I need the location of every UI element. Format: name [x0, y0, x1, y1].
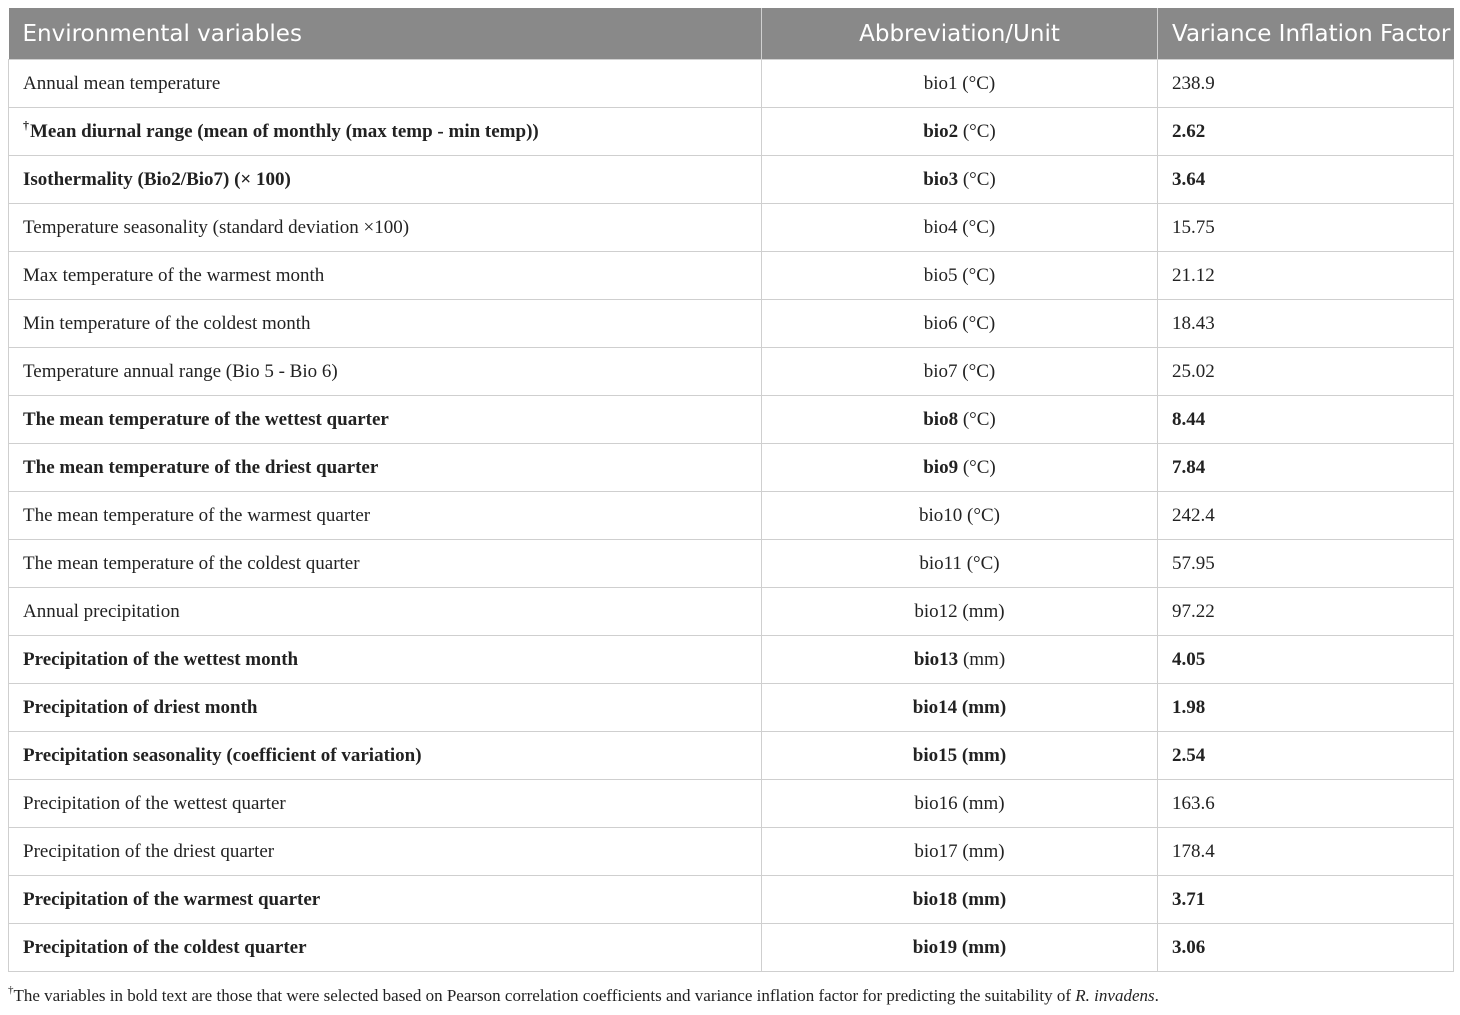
abbreviation-code: bio14	[912, 696, 958, 718]
abbreviation-code: bio9	[923, 456, 959, 478]
abbreviation-unit: (°C)	[966, 552, 1000, 574]
cell-variable	[9, 60, 762, 108]
variable-name: Isothermality (Bio2/Bio7) (× 100)	[23, 168, 291, 190]
table-footnote	[8, 986, 1159, 1006]
header-environmental-variables: Environmental variables	[9, 8, 762, 60]
table-row	[9, 684, 1454, 732]
abbreviation-code: bio1	[923, 72, 958, 94]
table-row	[9, 780, 1454, 828]
header-variance-inflation-factor: Variance Inflation Factor	[1158, 8, 1454, 60]
abbreviation-code: bio5	[923, 264, 958, 286]
table-row	[9, 636, 1454, 684]
abbreviation-code: bio8	[923, 408, 959, 430]
variable-name: Precipitation of the wettest month	[23, 648, 299, 670]
cell-vif: 2.54	[1158, 732, 1454, 780]
cell-abbreviation	[762, 588, 1158, 636]
cell-vif: 97.22	[1158, 588, 1454, 636]
cell-vif: 3.64	[1158, 156, 1454, 204]
abbreviation-code: bio6	[923, 312, 958, 334]
abbreviation-unit: (°C)	[962, 408, 996, 430]
table-row	[9, 204, 1454, 252]
footnote-end: .	[1154, 986, 1159, 1005]
table-row	[9, 444, 1454, 492]
table-row	[9, 156, 1454, 204]
cell-variable	[9, 780, 762, 828]
abbreviation-code: bio3	[923, 168, 959, 190]
table-row	[9, 108, 1454, 156]
cell-variable	[9, 396, 762, 444]
cell-abbreviation	[762, 924, 1158, 972]
cell-vif: 18.43	[1158, 300, 1454, 348]
cell-variable	[9, 252, 762, 300]
footnote-text: The variables in bold text are those that were selected based on Pearson correlation coefficients and variance inflation factor for predicting the suitability of	[13, 986, 1076, 1005]
table-row	[9, 300, 1454, 348]
cell-variable	[9, 204, 762, 252]
table-row	[9, 396, 1454, 444]
table-body	[9, 60, 1454, 972]
table-row	[9, 540, 1454, 588]
cell-abbreviation	[762, 684, 1158, 732]
table-row	[9, 828, 1454, 876]
cell-variable	[9, 828, 762, 876]
abbreviation-code: bio4	[923, 216, 958, 238]
variable-name: Precipitation seasonality (coefficient of variation)	[23, 744, 422, 766]
abbreviation-unit: (mm)	[961, 888, 1007, 910]
abbreviation-unit: (°C)	[962, 216, 996, 238]
abbreviation-code: bio17	[914, 840, 958, 862]
abbreviation-code: bio19	[912, 936, 958, 958]
abbreviation-code: bio2	[923, 120, 959, 142]
cell-variable	[9, 636, 762, 684]
cell-abbreviation	[762, 300, 1158, 348]
abbreviation-unit: (°C)	[962, 456, 996, 478]
table-row	[9, 492, 1454, 540]
cell-vif: 7.84	[1158, 444, 1454, 492]
variable-name: Mean diurnal range (mean of monthly (max temp - min temp))	[30, 120, 539, 142]
abbreviation-code: bio12	[914, 600, 958, 622]
cell-variable	[9, 876, 762, 924]
table-row	[9, 732, 1454, 780]
cell-variable	[9, 444, 762, 492]
cell-abbreviation	[762, 252, 1158, 300]
footnote-species: R. invadens	[1075, 986, 1155, 1005]
cell-variable	[9, 108, 762, 156]
variable-name: The mean temperature of the driest quarter	[23, 456, 379, 478]
cell-vif: 15.75	[1158, 204, 1454, 252]
cell-abbreviation	[762, 108, 1158, 156]
variable-name: Precipitation of driest month	[23, 696, 258, 718]
table-row	[9, 588, 1454, 636]
variable-name: The mean temperature of the warmest quarter	[23, 504, 371, 526]
abbreviation-unit: (mm)	[961, 744, 1007, 766]
abbreviation-unit: (mm)	[962, 600, 1005, 622]
cell-variable	[9, 300, 762, 348]
abbreviation-unit: (°C)	[962, 72, 996, 94]
variable-name: Min temperature of the coldest month	[23, 312, 311, 334]
cell-abbreviation	[762, 156, 1158, 204]
abbreviation-unit: (mm)	[961, 936, 1007, 958]
cell-vif: 242.4	[1158, 492, 1454, 540]
table-header-row	[9, 8, 1454, 60]
cell-variable	[9, 588, 762, 636]
table-row	[9, 348, 1454, 396]
abbreviation-unit: (mm)	[962, 840, 1005, 862]
variable-name: The mean temperature of the coldest quarter	[23, 552, 360, 574]
cell-variable	[9, 492, 762, 540]
cell-vif: 21.12	[1158, 252, 1454, 300]
abbreviation-unit: (°C)	[962, 360, 996, 382]
cell-abbreviation	[762, 780, 1158, 828]
abbreviation-code: bio7	[923, 360, 958, 382]
abbreviation-code: bio11	[919, 552, 962, 574]
variable-name: Annual mean temperature	[23, 72, 221, 94]
cell-abbreviation	[762, 204, 1158, 252]
dagger-marker: †	[23, 117, 29, 132]
variable-name: The mean temperature of the wettest quarter	[23, 408, 389, 430]
variable-name: Precipitation of the warmest quarter	[23, 888, 321, 910]
abbreviation-unit: (°C)	[967, 504, 1000, 526]
cell-variable	[9, 924, 762, 972]
cell-abbreviation	[762, 540, 1158, 588]
cell-abbreviation	[762, 60, 1158, 108]
cell-vif: 25.02	[1158, 348, 1454, 396]
cell-vif: 3.06	[1158, 924, 1454, 972]
cell-variable	[9, 684, 762, 732]
cell-variable	[9, 156, 762, 204]
cell-abbreviation	[762, 828, 1158, 876]
table-row	[9, 60, 1454, 108]
cell-abbreviation	[762, 636, 1158, 684]
variable-name: Precipitation of the coldest quarter	[23, 936, 307, 958]
abbreviation-unit: (mm)	[962, 792, 1005, 814]
abbreviation-unit: (mm)	[961, 696, 1007, 718]
table-row	[9, 876, 1454, 924]
cell-abbreviation	[762, 444, 1158, 492]
cell-variable	[9, 732, 762, 780]
abbreviation-code: bio13	[913, 648, 959, 670]
abbreviation-unit: (°C)	[962, 120, 996, 142]
table-row	[9, 252, 1454, 300]
abbreviation-unit: (°C)	[962, 312, 996, 334]
vif-table	[8, 8, 1454, 972]
variable-name: Precipitation of the wettest quarter	[23, 792, 286, 814]
footnote-dagger: †	[8, 984, 14, 996]
variable-name: Temperature annual range (Bio 5 - Bio 6)	[23, 360, 338, 382]
variable-name: Max temperature of the warmest month	[23, 264, 325, 286]
cell-variable	[9, 348, 762, 396]
abbreviation-unit: (°C)	[962, 168, 996, 190]
variable-name: Precipitation of the driest quarter	[23, 840, 275, 862]
cell-vif: 178.4	[1158, 828, 1454, 876]
abbreviation-code: bio15	[912, 744, 958, 766]
abbreviation-unit: (°C)	[962, 264, 996, 286]
cell-vif: 8.44	[1158, 396, 1454, 444]
abbreviation-code: bio10	[919, 504, 963, 526]
cell-vif: 3.71	[1158, 876, 1454, 924]
cell-vif: 1.98	[1158, 684, 1454, 732]
cell-vif: 57.95	[1158, 540, 1454, 588]
cell-variable	[9, 540, 762, 588]
cell-vif: 4.05	[1158, 636, 1454, 684]
variable-name: Annual precipitation	[23, 600, 180, 622]
cell-vif: 2.62	[1158, 108, 1454, 156]
cell-abbreviation	[762, 732, 1158, 780]
cell-abbreviation	[762, 876, 1158, 924]
abbreviation-code: bio16	[914, 792, 958, 814]
variable-name: Temperature seasonality (standard deviation ×100)	[23, 216, 410, 238]
header-abbreviation-unit: Abbreviation/Unit	[762, 8, 1158, 60]
cell-abbreviation	[762, 492, 1158, 540]
abbreviation-unit: (mm)	[962, 648, 1006, 670]
cell-vif: 163.6	[1158, 780, 1454, 828]
cell-vif: 238.9	[1158, 60, 1454, 108]
abbreviation-code: bio18	[912, 888, 958, 910]
cell-abbreviation	[762, 348, 1158, 396]
cell-abbreviation	[762, 396, 1158, 444]
table-row	[9, 924, 1454, 972]
